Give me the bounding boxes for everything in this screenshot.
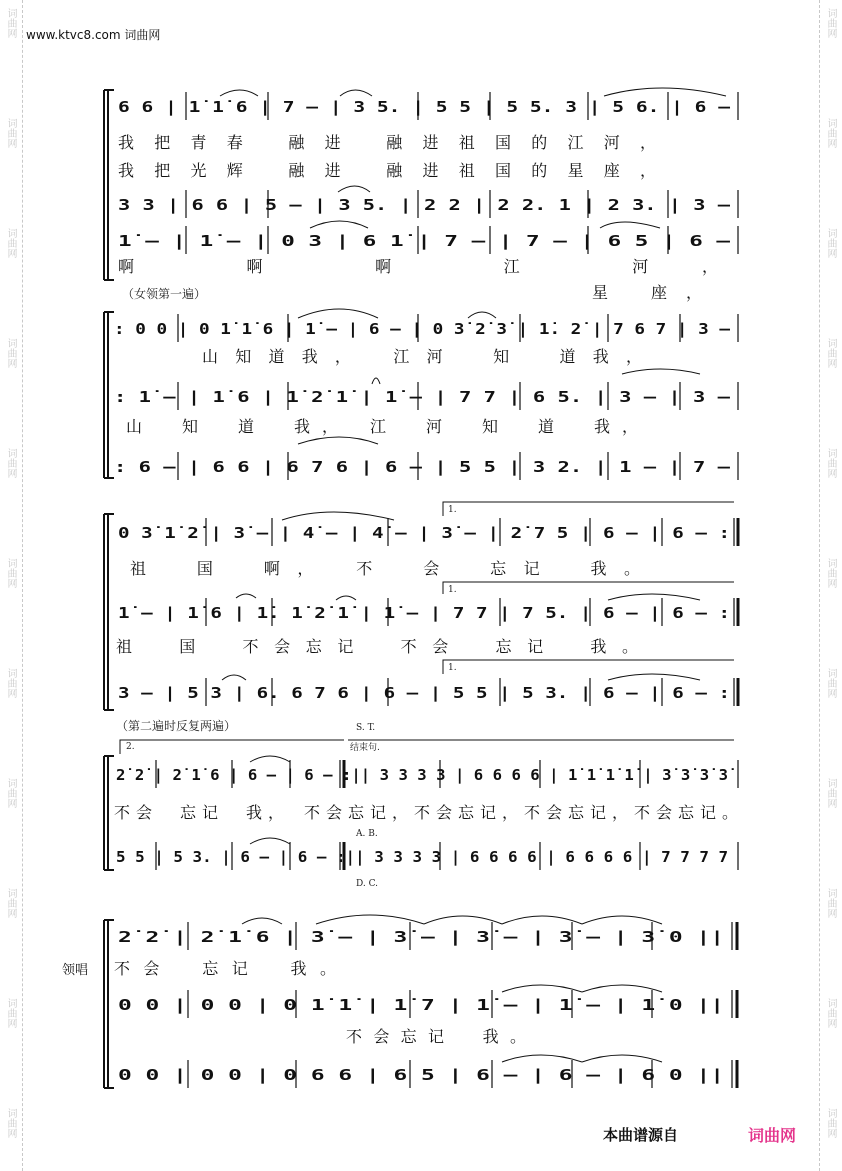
voice-1-notes: 0 3̇ 1̇ 2̇ | 3̇ – | 4̇ – | 4̇ – | 3̇ – | 2̇ 7 5 | 6 – | 6 – : xyxy=(118,524,597,542)
ab-label: A. B. xyxy=(356,829,378,839)
system-bracket xyxy=(104,756,108,870)
volta-2-bracket xyxy=(120,740,344,754)
annotation-first-pass: （女领第一遍） xyxy=(122,287,207,301)
voice-1-notes: : 0 0 | 0 1̇ 1̇ 6 | 1̇ – | 6 – | 0 3̇ 2̇ 3̇ | 1̇. 2̇ | 7 6 7 | 3 – xyxy=(114,320,638,338)
margin-watermark: 词曲网 xyxy=(825,338,836,368)
voice-3-notes: 0 0 | 0 0 | 0 6 6 | 6 5 | 6 – | 6 – | 6 0 || xyxy=(118,1066,516,1084)
voice-3-notes: 3 – | 5 3 | 6. 6 7 6 | 6 – | 5 5 | 5 3. | 6 – | 6 – : xyxy=(118,684,597,702)
lyric-voice-3-alt: 星 座， xyxy=(592,283,702,302)
lyric-voice-3: 啊 啊 啊 江 河， xyxy=(118,257,719,276)
lyric-voice-2: 祖 国 不会忘记 不会 忘记 我。 xyxy=(116,637,638,656)
volta-1-label: 1. xyxy=(448,505,457,515)
margin-watermark: 词曲网 xyxy=(825,998,836,1028)
margin-watermark: 词曲网 xyxy=(5,118,16,148)
margin-watermark: 词曲网 xyxy=(825,888,836,918)
system-3 xyxy=(104,502,738,710)
margin-watermark: 词曲网 xyxy=(825,558,836,588)
volta-1-label: 1. xyxy=(448,663,457,673)
system-1 xyxy=(104,88,738,302)
voice-1-notes: 2̇ 2̇ | 2̇ 1̇ 6 | 6 – | 6 – :|| 3 3 3 3 | 6 6 6 6 | 1̇ 1̇ 1̇ 1̇ | 3̇ 3̇ 3̇ 3̇ xyxy=(116,766,703,784)
system-bracket xyxy=(104,920,108,1088)
margin-watermark: 词曲网 xyxy=(825,118,836,148)
lyric-verse-1: 我把青春 融进 融进祖国的江河， xyxy=(118,133,656,152)
margin-watermark: 词曲网 xyxy=(5,668,16,698)
system-5 xyxy=(62,915,737,1088)
voice-3-notes: : 6 – | 6 6 | 6 7 6 | 6 – | 5 5 | 3 2. | 1 – | 7 – xyxy=(114,458,566,476)
margin-watermark: 词曲网 xyxy=(5,778,16,808)
margin-watermark: 词曲网 xyxy=(5,228,16,258)
margin-watermark: 词曲网 xyxy=(825,1108,836,1138)
voice-3-notes: 1̇ – | 1̇ – | 0 3 | 6 1̇ | 7 – | 7 – | 6 5 | 6 – xyxy=(118,232,525,250)
lyric-voice-2: 不会忘记 我。 xyxy=(346,1027,526,1046)
voice-1-notes: 6 6 | 1̇ 1̇ 6 | 7 – | 3 5. | 5 5 | 5 5. 3 | 5 6. | 6 – xyxy=(118,98,588,116)
margin-watermark: 词曲网 xyxy=(5,998,16,1028)
lyric-voice-2: 山 知 道 我， 江 河 知 道 我， xyxy=(126,417,638,436)
margin-watermark: 词曲网 xyxy=(825,448,836,478)
site-url[interactable]: www.ktvc8.com 词曲网 xyxy=(26,28,161,42)
final-barlines xyxy=(732,922,737,1088)
margin-watermark: 词曲网 xyxy=(5,8,16,38)
volta-2-label: 2. xyxy=(126,742,135,752)
final-repeat-barlines xyxy=(734,518,738,706)
margin-watermark: 词曲网 xyxy=(825,8,836,38)
system-bracket xyxy=(104,514,108,710)
ending-label: 结束句. xyxy=(350,743,380,753)
margin-watermark: 词曲网 xyxy=(5,338,16,368)
lyric-voice-1: 不会 忘记 我。 xyxy=(114,959,336,978)
system-bracket xyxy=(104,90,108,280)
annotation-second-pass: （第二遍时反复两遍） xyxy=(116,719,237,733)
system-2 xyxy=(104,286,738,480)
margin-watermark: 词曲网 xyxy=(5,448,16,478)
voice-2-notes: 1̇ – | 1̇ 6 | 1̇. 1̇ 2̇ 1̇ | 1̇ – | 7 7 | 7 5. | 6 – | 6 – : xyxy=(118,604,597,622)
margin-watermark: 词曲网 xyxy=(825,228,836,258)
margin-watermark: 词曲网 xyxy=(5,888,16,918)
leader-label: 领唱 xyxy=(62,963,89,978)
lyric-voice-1: 山知道我， 江河 知 道我， xyxy=(202,347,642,366)
voice-2-notes: : 1̇ – | 1̇ 6 | 1̇ 2̇ 1̇ | 1̇ – | 7 7 | 6 5. | 3 – | 3 – xyxy=(114,388,566,406)
margin-watermark: 词曲网 xyxy=(825,778,836,808)
lyric-verse-2: 我把光辉 融进 融进祖国的星座， xyxy=(118,161,656,180)
margin-watermark: 词曲网 xyxy=(825,668,836,698)
footer-source-note: 本曲谱源自 xyxy=(603,1126,679,1144)
voice-2-notes: 3 3 | 6 6 | 5 – | 3 5. | 2 2 | 2 2. 1 | 2 3. | 3 – xyxy=(118,196,570,214)
margin-watermark: 词曲网 xyxy=(5,558,16,588)
footer-brand-logo[interactable]: 词曲网 xyxy=(748,1126,797,1145)
dc-label: D. C. xyxy=(356,879,379,889)
voice-1-notes: 2̇ 2̇ | 2̇ 1̇ 6 | 3̇ – | 3̇ – | 3̇ – | 3̇ – | 3̇ 0 || xyxy=(118,928,516,946)
lyric-voice-1: 祖 国 啊， 不 会 忘记 我。 xyxy=(130,559,640,578)
system-bracket xyxy=(104,312,108,478)
st-label: S. T. xyxy=(356,723,376,733)
lyric-voice-1: 不会 忘记 我， 不会忘记，不会忘记，不会忘记，不会忘记。 xyxy=(114,803,738,822)
margin-watermark: 词曲网 xyxy=(5,1108,16,1138)
volta-1-label: 1. xyxy=(448,585,457,595)
voice-2-notes: 0 0 | 0 0 | 0 1̇ 1̇ | 1̇ 7 | 1̇ – | 1̇ – | 1̇ 0 || xyxy=(118,996,516,1014)
system-4 xyxy=(104,718,738,889)
voice-2-notes: 5 5 | 5 3. | 6 – | 6 – :|| 3 3 3 3 | 6 6 6 6 | 6 6 6 6 | 7 7 7 7 xyxy=(116,848,694,866)
